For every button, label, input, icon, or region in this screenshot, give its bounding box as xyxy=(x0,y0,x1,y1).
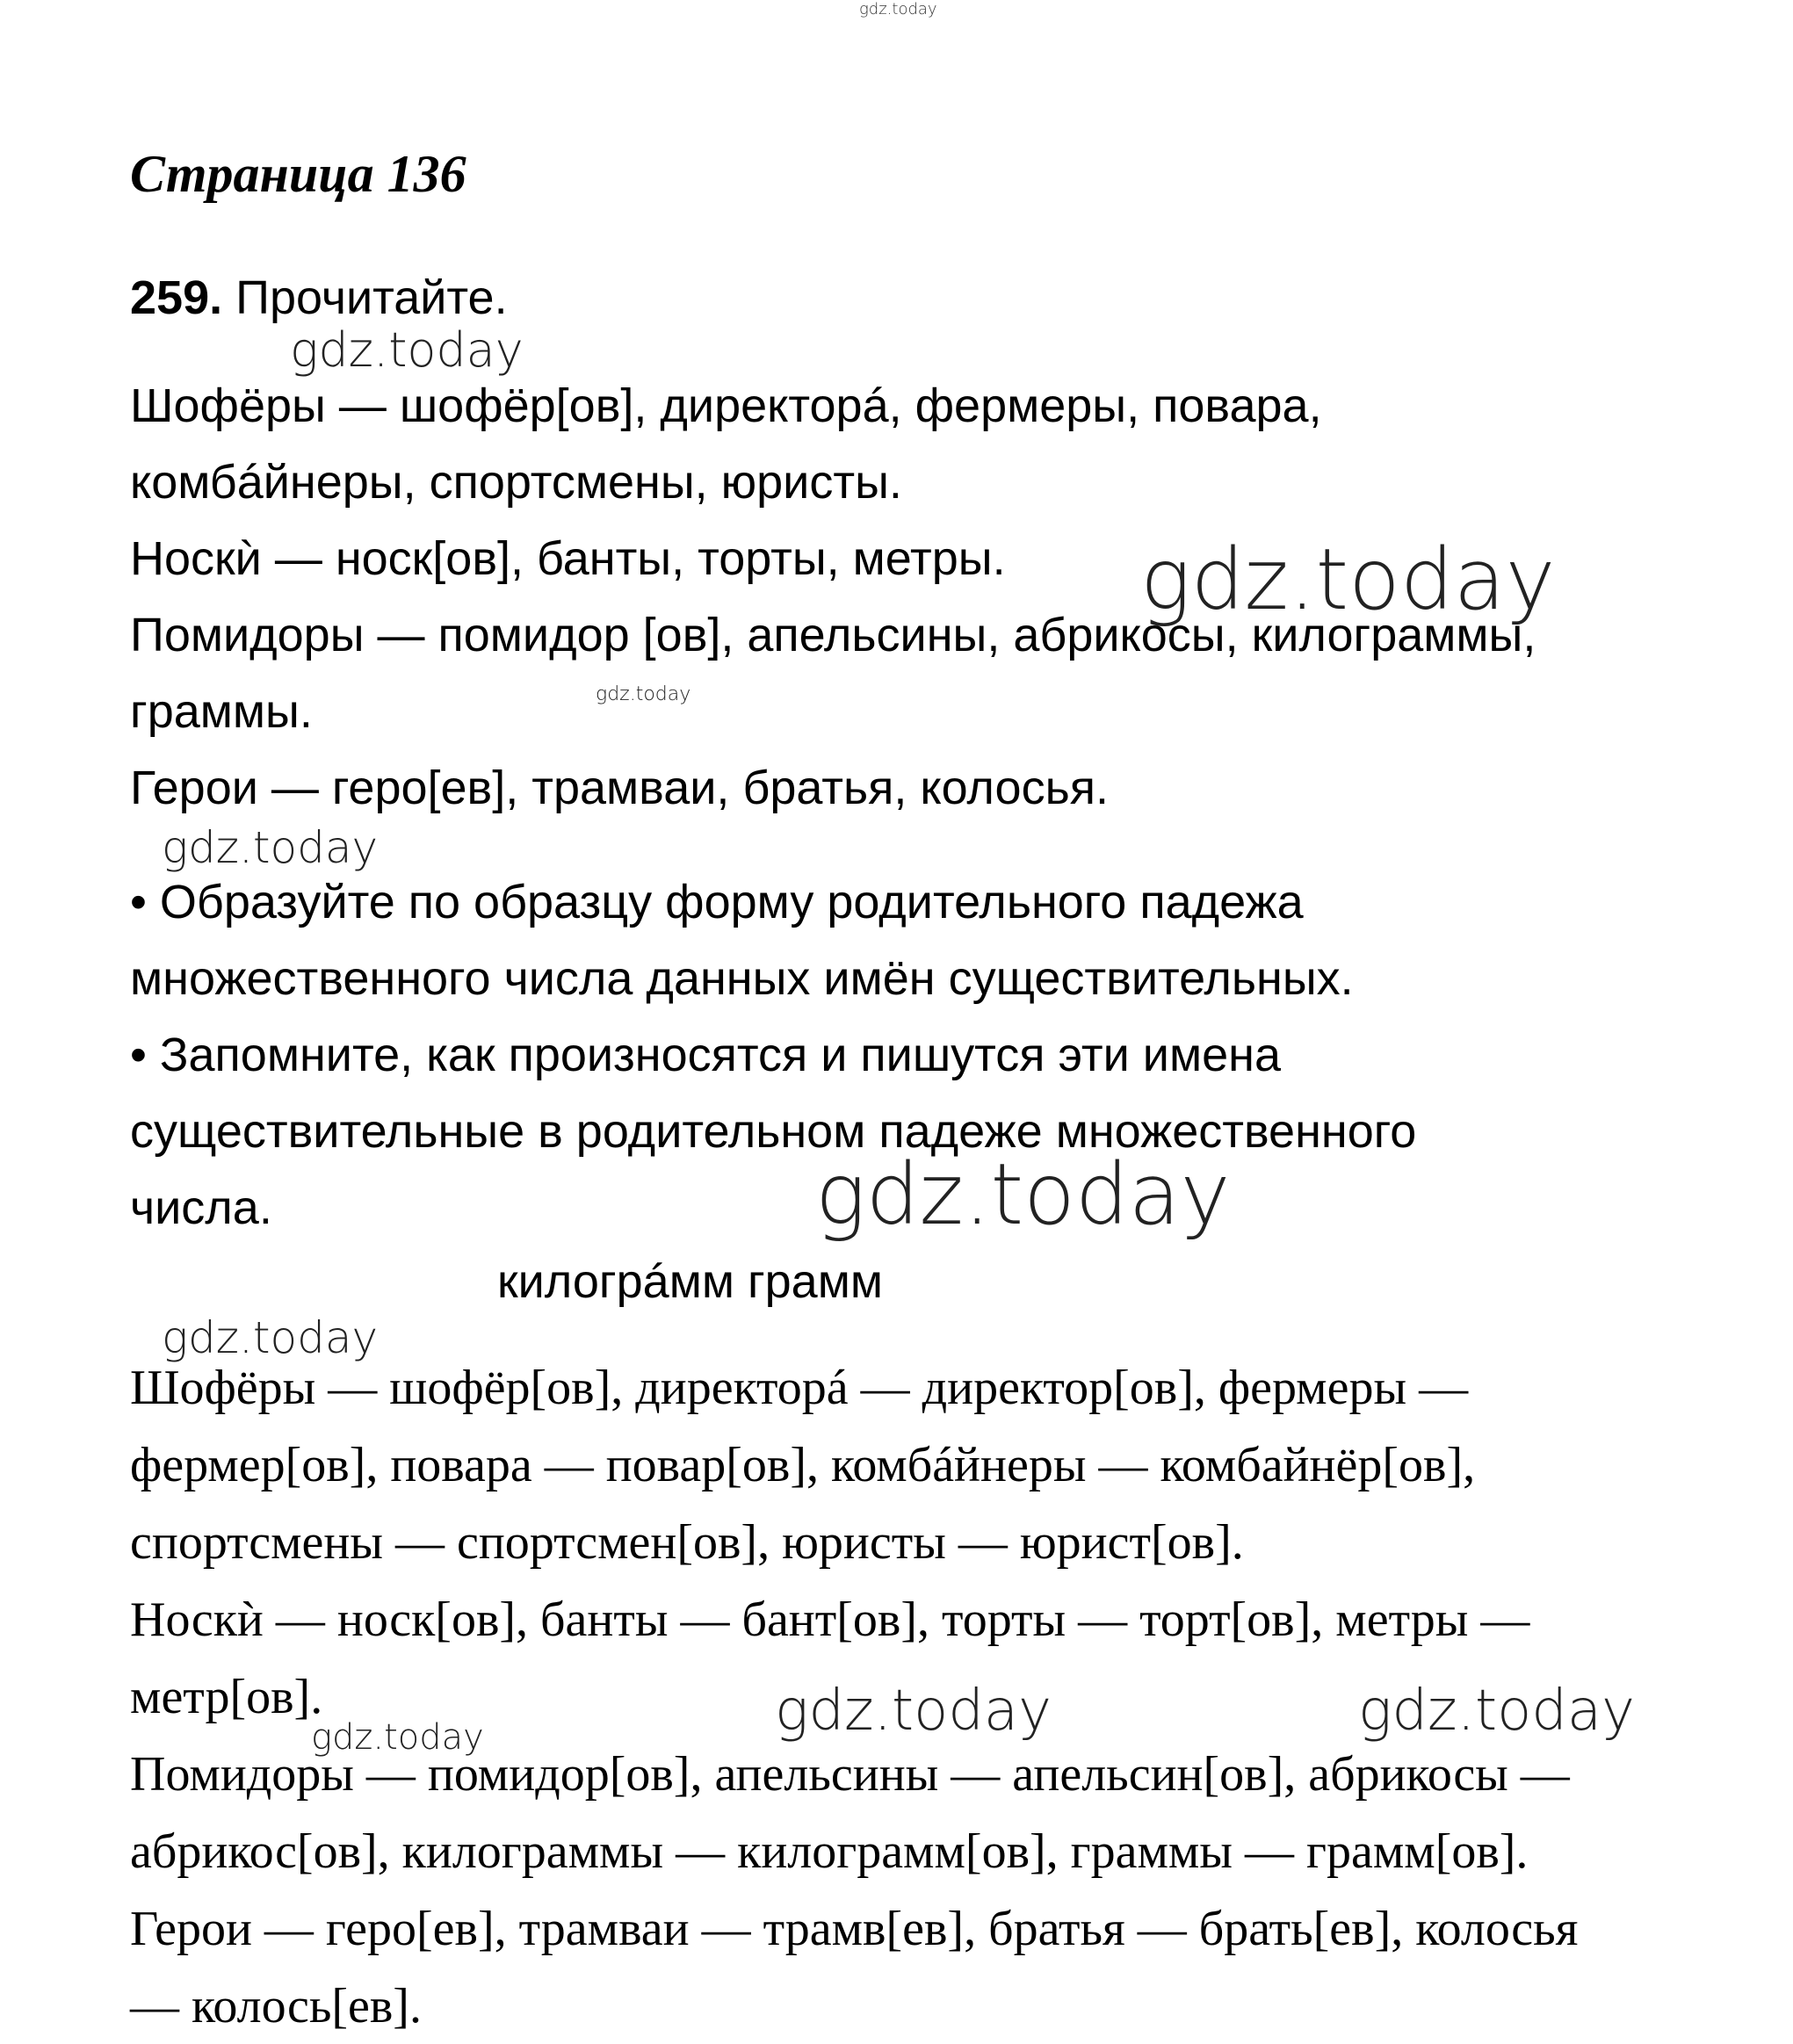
answer-line: — колось[ев]. xyxy=(130,1979,422,2033)
answer-line: метр[ов]. xyxy=(130,1670,323,1724)
task-line: Герои — геро[ев], трамваи, братья, колосья. xyxy=(130,762,1109,814)
answer-line: Шофёры — шофёр[ов], директорá — директор[ов], фермеры — xyxy=(130,1361,1469,1415)
task-line: Шофёры — шофёр[ов], директорá, фермеры, повара, xyxy=(130,379,1322,432)
watermark: gdz.today xyxy=(290,322,524,378)
answer-line: спортсмены — спортсмен[ов], юристы — юрист[ов]. xyxy=(130,1515,1244,1570)
watermark: gdz.today xyxy=(596,683,691,705)
task-line: Помидоры — помидор [ов], апельсины, абрикосы, килограммы, xyxy=(130,609,1536,661)
exercise-note: килогрáмм грамм xyxy=(497,1255,883,1308)
task-line: множественного числа данных имён существительных. xyxy=(130,952,1354,1005)
task-line: • Запомните, как произносятся и пишутся эти имена xyxy=(130,1029,1281,1081)
task-line: комбáйнеры, спортсмены, юристы. xyxy=(130,456,902,509)
watermark: gdz.today xyxy=(859,0,937,18)
task-line: существительные в родительном падеже множественного xyxy=(130,1105,1417,1158)
page-title: Страница 136 xyxy=(130,145,466,203)
watermark: gdz.today xyxy=(311,1717,484,1758)
answer-line: Носкѝ — носк[ов], банты — бант[ов], торты — торт[ов], метры — xyxy=(130,1593,1530,1647)
task-line: Носкѝ — носк[ов], банты, торты, метры. xyxy=(130,532,1006,585)
answer-line: фермер[ов], повара — повар[ов], комбáйнеры — комбайнёр[ов], xyxy=(130,1438,1476,1492)
exercise-instruction: Прочитайте. xyxy=(235,271,508,324)
task-line: числа. xyxy=(130,1181,272,1234)
answer-line: абрикос[ов], килограммы — килограмм[ов], граммы — грамм[ов]. xyxy=(130,1824,1529,1879)
answer-line: Герои — геро[ев], трамваи — трамв[ев], братья — брать[ев], колосья xyxy=(130,1902,1579,1956)
watermark: gdz.today xyxy=(1140,531,1556,629)
exercise-heading xyxy=(130,271,508,324)
answer-line: Помидоры — помидор[ов], апельсины — апельсин[ов], абрикосы — xyxy=(130,1747,1570,1802)
watermark: gdz.today xyxy=(815,1145,1231,1244)
task-line: граммы. xyxy=(130,685,313,738)
watermark: gdz.today xyxy=(775,1679,1052,1744)
watermark: gdz.today xyxy=(162,822,379,873)
exercise-number: 259. xyxy=(130,271,223,324)
watermark: gdz.today xyxy=(1358,1679,1635,1744)
task-line: • Образуйте по образцу форму родительного падежа xyxy=(130,876,1304,928)
watermark: gdz.today xyxy=(162,1312,379,1363)
